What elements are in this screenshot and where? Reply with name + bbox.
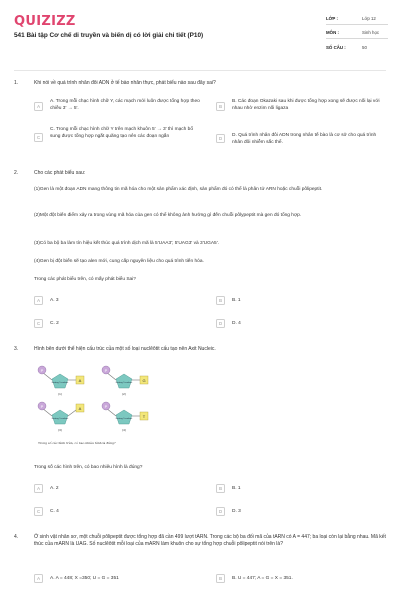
option-text: D. 4	[232, 321, 241, 326]
nucleotide-2	[102, 366, 148, 396]
question-text: Hình bên dưới thể hiện cấu trúc của một số loại nuclêôtit cấu tạo nên Axit Nucleic.	[34, 346, 216, 352]
sugar-label: Đường 5 cacbon	[115, 382, 133, 384]
statement-2: (2)Một đột biến điểm xảy ra trong vùng mã hóa của gen có thể không ảnh hưởng gì đến chuỗi pôlypeptit mà gen đó tổng hợp.	[34, 213, 302, 218]
question-number: 1.	[14, 80, 19, 86]
meta-subject-value: Sinh học	[362, 30, 380, 35]
question-number: 2.	[14, 170, 19, 176]
sugar-pentagon-icon	[116, 410, 132, 424]
sugar-pentagon-icon	[116, 374, 132, 388]
question-text: Khi nói về quá trình nhân đôi ADN ở tế bào nhân thực, phát biểu nào sau đây sai?	[34, 80, 216, 86]
meta-grade-value: Lớp 12	[362, 16, 376, 21]
base-label: A	[78, 378, 82, 383]
phosphate-label: P	[40, 368, 44, 373]
header-divider	[14, 70, 386, 71]
option-badge: A	[34, 574, 43, 583]
meta-divider	[326, 24, 388, 25]
option-badge: C	[34, 507, 43, 516]
option-text: A. Trong mỗi chạc hình chữ Y, các mạch mới luôn được tổng hợp theo chiều 3' → 5'.	[50, 99, 200, 112]
unit-label: (2)	[122, 392, 126, 396]
question-text: Cho các phát biểu sau:	[34, 170, 86, 176]
option-text: B. 1	[232, 486, 241, 491]
option-badge: A	[34, 102, 43, 111]
nucleotide-figure	[34, 362, 154, 452]
question-text: Ở sinh vật nhân sơ, một chuỗi pôlipeptit được tổng hợp đã cần 499 lượt tARN. Trong các bộ ba đối mã của tARN có A = 447; ba loại còn lại bằng nhau. Mã kết thúc của mARN là UAG. Số nuclêôtit mỗi loại của mARN làm khuôn cho sự tổng hợp chuỗi pôlipeptit nói trên là?	[34, 534, 386, 548]
document-title: 541 Bài tập Cơ chế di truyền và biến dị có lời giải chi tiết (P10)	[14, 32, 204, 39]
option-badge: B	[216, 484, 225, 493]
meta-subject-key: MÔN :	[326, 30, 339, 35]
option-badge: C	[34, 133, 43, 142]
sugar-pentagon-icon	[52, 374, 68, 388]
option-text: A. 2	[50, 486, 59, 491]
phosphate-label: P	[40, 404, 44, 409]
option-text: B. U = 447; A = G = X = 351.	[232, 576, 293, 581]
nucleotide-4	[102, 402, 148, 432]
question-number: 4.	[14, 534, 19, 540]
unit-label: (1)	[58, 392, 62, 396]
statement-1: (1)Gen là một đoạn ADN mang thông tin mã hóa cho một sản phẩm xác định, sản phẩm đó có thể là phân tử ARN hoặc chuỗi pôlipeptit.	[34, 187, 323, 192]
option-badge: D	[216, 134, 225, 143]
option-badge: B	[216, 296, 225, 305]
option-badge: A	[34, 484, 43, 493]
question-number: 3.	[14, 346, 19, 352]
meta-grade-key: LỚP :	[326, 16, 338, 21]
base-label: T	[142, 414, 146, 419]
quizizz-logo[interactable]: QUIZIZZ	[14, 14, 76, 29]
phosphate-label: P	[104, 404, 108, 409]
option-badge: B	[216, 102, 225, 111]
option-badge: D	[216, 507, 225, 516]
document-header	[0, 0, 400, 66]
statement-3: (3)Có ba bộ ba làm tín hiệu kết thúc quá trình dịch mã là 5'UAA3'; 5'UAG3' và 3'UGA5'.	[34, 241, 219, 246]
sugar-label: Đường 5 cacbon	[51, 382, 69, 384]
option-badge: D	[216, 319, 225, 328]
option-badge: A	[34, 296, 43, 305]
question-prompt: Trong số các hình trên, có bao nhiêu hình là đúng?	[34, 465, 143, 470]
nucleotide-1	[38, 366, 84, 396]
option-text: C. Trong mỗi chạc hình chữ Y trên mạch khuôn 5' → 3' thì mạch bổ sung được tổng hợp ngắt quãng tạo nên các đoạn ngắn	[50, 127, 193, 140]
question-prompt: Trong các phát biểu trên, có mấy phát biểu Sai?	[34, 277, 136, 282]
base-label: A	[78, 406, 82, 411]
meta-divider	[326, 38, 388, 39]
option-text: C. 2	[50, 321, 59, 326]
phosphate-label: P	[104, 368, 108, 373]
unit-label: (4)	[122, 428, 126, 432]
option-text: D. 3	[232, 509, 241, 514]
meta-count-value: 50	[362, 45, 367, 50]
base-label: G	[142, 378, 146, 383]
option-text: C. 4	[50, 509, 59, 514]
statement-4: (4)Gen bị đột biến sẽ tạo alen mới, cung cấp nguyên liệu cho quá trình tiến hóa.	[34, 259, 204, 264]
option-text: A. 3	[50, 298, 59, 303]
unit-label: (3)	[58, 428, 62, 432]
meta-count-key: SỐ CÂU :	[326, 45, 346, 50]
option-text: D. Quá trình nhân đôi ADN trong nhân tế bào là cơ sở cho quá trình nhân đôi nhiễm sắc thể.	[232, 133, 377, 146]
figure-caption: Trong số các hình trên, có bao nhiêu hình là đúng?	[38, 441, 116, 445]
sugar-label: Đường 5 cacbon	[115, 418, 133, 420]
option-text: B. 1	[232, 298, 241, 303]
sugar-label: Đường 5 cacbon	[51, 418, 69, 420]
option-text: B. Các đoạn Okazaki sau khi được tổng hợp xong sẽ được nối lại với nhau nhờ enzim nối ligaza	[232, 99, 380, 112]
nucleotide-3	[38, 402, 84, 432]
option-text: A. A = 448; X =350; U = G = 351	[50, 576, 119, 581]
option-badge: C	[34, 319, 43, 328]
option-badge: B	[216, 574, 225, 583]
sugar-pentagon-icon	[52, 410, 68, 424]
